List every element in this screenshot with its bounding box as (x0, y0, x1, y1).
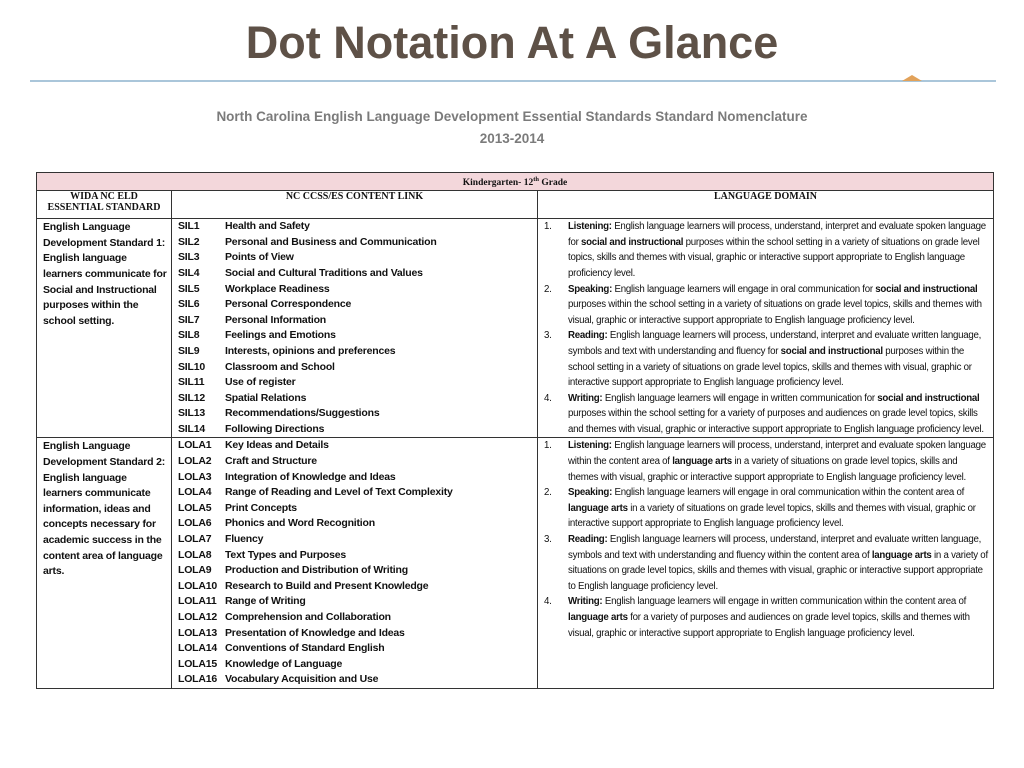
content-link-topic: Personal and Business and Communication (225, 235, 437, 248)
content-link-item (178, 516, 535, 532)
language-domain-item (544, 532, 989, 594)
domain-text: English language learners will engage in written communication within the content area of (602, 596, 967, 608)
content-link-item (178, 548, 535, 564)
domain-number: 2. (544, 487, 552, 499)
content-link-topic: Range of Writing (225, 595, 306, 608)
content-link-topic: Workplace Readiness (225, 282, 330, 295)
content-link-topic: Craft and Structure (225, 455, 317, 468)
content-link-topic: Personal Correspondence (225, 298, 352, 311)
content-link-code: LOLA15 (178, 657, 218, 670)
language-domain-item (544, 594, 989, 641)
content-link-topic: Personal Information (225, 313, 327, 326)
language-domain-item (544, 282, 989, 329)
standard-row (37, 438, 994, 689)
content-link-item (178, 657, 535, 673)
domain-text-continued: for a variety of purposes and audiences on grade level topics, skills and themes with visual, graphic or interactive support appropriate to English language proficiency level. (568, 612, 970, 639)
content-link-item (178, 344, 535, 360)
content-link-code: SIL6 (178, 298, 200, 311)
content-link-code: SIL14 (178, 422, 206, 435)
content-link-code: LOLA5 (178, 501, 212, 514)
domain-emphasis: language arts (871, 549, 932, 561)
language-domain-list (538, 438, 994, 689)
content-link-code: LOLA14 (178, 642, 218, 655)
content-link-code: SIL5 (178, 282, 200, 295)
domain-text-continued: in a variety of situations on grade level topics, skills and themes with visual, graphic or interactive support appropriate to English language proficiency level. (568, 549, 988, 592)
content-link-item (178, 266, 535, 282)
domain-number: 4. (544, 392, 552, 404)
content-link-code: SIL1 (178, 220, 200, 233)
content-link-code: LOLA1 (178, 439, 212, 452)
content-link-topic: Use of register (225, 376, 296, 389)
content-link-item (178, 438, 535, 454)
domain-emphasis: social and instructional (581, 236, 684, 248)
content-link-topic: Phonics and Word Recognition (225, 517, 375, 530)
content-link-code: LOLA2 (178, 455, 212, 468)
content-link-code: SIL13 (178, 407, 206, 420)
content-link-item (178, 360, 535, 376)
domain-description (568, 532, 989, 594)
content-link-topic: Text Types and Purposes (225, 548, 347, 561)
language-domain-item (544, 391, 989, 438)
domain-number: 1. (544, 221, 552, 233)
language-domain-item (544, 485, 989, 532)
language-domain-item (544, 438, 989, 485)
content-link-code: SIL4 (178, 266, 200, 279)
header-essential-standard-line1: WIDA NC ELD (70, 191, 138, 203)
domain-text-continued: purposes within the school setting in a variety of situations on grade level topics, skills and themes with visual, graphic or interactive support appropriate to English language proficiency level. (568, 299, 982, 326)
domain-description (568, 594, 989, 641)
domain-text: English language learners will engage in written communication for (602, 392, 878, 404)
domain-label: Listening: (568, 440, 612, 452)
content-link-topic: Print Concepts (225, 501, 297, 514)
content-link-item (178, 235, 535, 251)
content-link-item (178, 594, 535, 610)
content-link-topic: Production and Distribution of Writing (225, 564, 408, 577)
title-divider (30, 80, 996, 82)
domain-number: 3. (544, 330, 552, 342)
content-link-topic: Following Directions (225, 422, 325, 435)
header-content-link: NC CCSS/ES CONTENT LINK (172, 191, 538, 219)
content-link-code: SIL10 (178, 360, 206, 373)
content-link-list (172, 438, 538, 689)
domain-emphasis: social and instructional (780, 345, 883, 357)
content-link-item (178, 328, 535, 344)
content-link-topic: Comprehension and Collaboration (225, 611, 391, 623)
content-link-code: SIL2 (178, 235, 200, 248)
content-link-topic: Integration of Knowledge and Ideas (225, 470, 396, 483)
content-link-topic: Interests, opinions and preferences (225, 344, 396, 357)
domain-emphasis: language arts (672, 456, 732, 468)
content-link-code: LOLA6 (178, 517, 212, 530)
content-link-item (178, 532, 535, 548)
domain-text: English language learners will process, understand, interpret and evaluate spoken language within the content area of (568, 440, 986, 468)
domain-text: English language learners will process, understand, interpret and evaluate written language, symbols and text with understanding and fluency within the content area of (568, 534, 982, 561)
content-link-topic: Recommendations/Suggestions (225, 407, 380, 420)
domain-text-continued: in a variety of situations on grade level topics, skills and themes with visual, graphic or interactive support appropriate to English language proficiency level. (568, 502, 976, 530)
content-link-topic: Points of View (225, 251, 294, 264)
header-row (37, 191, 994, 219)
content-link-topic: Classroom and School (225, 360, 335, 373)
grade-range-text: Kindergarten- 12 (462, 178, 534, 189)
domain-emphasis: social and instructional (875, 283, 978, 295)
content-link-code: LOLA12 (178, 611, 218, 623)
domain-text-continued: in a variety of situations on grade level topics, skills and themes with visual, graphic or interactive support appropriate to English language proficiency level. (568, 456, 967, 483)
content-link-code: LOLA4 (178, 486, 212, 499)
content-link-topic: Conventions of Standard English (225, 642, 385, 655)
content-link-item (178, 391, 535, 407)
content-link-item (178, 470, 535, 486)
content-link-code: SIL3 (178, 251, 200, 264)
domain-text-continued: purposes within the school setting in a variety of situations on grade level topics, skills and themes with visual, graphic or interactive support appropriate to English language proficiency level. (568, 236, 980, 279)
content-link-code: LOLA16 (178, 673, 218, 686)
document-heading-title: North Carolina English Language Development Essential Standards Standard Nomenclature (216, 109, 808, 124)
content-link-topic: Research to Build and Present Knowledge (225, 579, 429, 592)
domain-label: Reading: (568, 534, 608, 546)
domain-description (568, 438, 989, 485)
content-link-item (178, 297, 535, 313)
content-link-topic: Presentation of Knowledge and Ideas (225, 626, 405, 639)
domain-label: Writing: (568, 596, 603, 608)
domain-text: English language learners will engage in oral communication for (612, 283, 876, 295)
domain-text: English language learners will engage in oral communication within the content area of (612, 487, 965, 499)
content-link-topic: Vocabulary Acquisition and Use (225, 673, 379, 686)
header-essential-standard (37, 191, 172, 219)
domain-label: Reading: (568, 330, 608, 342)
content-link-code: LOLA13 (178, 626, 218, 639)
content-link-code: LOLA9 (178, 564, 212, 577)
content-link-topic: Social and Cultural Traditions and Values (225, 266, 423, 279)
domain-text-continued: purposes within the school setting for a variety of purposes and audiences on grade level topics, skills and themes with visual, graphic or interactive support appropriate to English language proficiency level. (568, 408, 984, 435)
content-link-code: SIL8 (178, 329, 200, 342)
language-domain-item (544, 328, 989, 390)
document-heading (0, 106, 1024, 150)
content-link-item (178, 501, 535, 517)
grade-range-cell (37, 173, 994, 191)
domain-label: Speaking: (568, 487, 613, 499)
title-accent-triangle (902, 75, 922, 81)
content-link-item (178, 626, 535, 642)
content-link-item (178, 219, 535, 235)
header-language-domain: LANGUAGE DOMAIN (538, 191, 994, 219)
content-link-topic: Fluency (225, 533, 264, 546)
content-link-topic: Key Ideas and Details (225, 439, 329, 452)
domain-description (568, 485, 989, 532)
content-link-item (178, 313, 535, 329)
content-link-topic: Feelings and Emotions (225, 329, 336, 342)
domain-emphasis: language arts (568, 612, 628, 623)
domain-number: 3. (544, 534, 552, 546)
domain-label: Writing: (568, 392, 603, 404)
domain-text: English language learners will process, understand, interpret and evaluate spoken language for (568, 221, 986, 248)
content-link-code: SIL9 (178, 344, 200, 357)
content-link-item (178, 454, 535, 470)
domain-text: English language learners will process, understand, interpret and evaluate written language, symbols and text with understanding and fluency for (568, 330, 982, 357)
content-link-item (178, 422, 535, 438)
header-essential-standard-line2: ESSENTIAL STANDARD (47, 202, 161, 214)
domain-number: 1. (544, 440, 552, 452)
document-heading-years: 2013-2014 (479, 131, 545, 146)
content-link-list (172, 219, 538, 438)
content-link-topic: Range of Reading and Level of Text Complexity (225, 486, 453, 499)
content-link-code: SIL12 (178, 391, 206, 404)
grade-range-row (37, 173, 994, 191)
content-link-code: SIL7 (178, 313, 200, 326)
domain-emphasis: language arts (568, 502, 628, 514)
grade-range-superscript: th (533, 176, 539, 183)
content-link-code: LOLA8 (178, 548, 212, 561)
standard-row (37, 219, 994, 438)
slide-title: Dot Notation At A Glance (245, 17, 779, 68)
content-link-item (178, 282, 535, 298)
content-link-item (178, 485, 535, 501)
domain-description (568, 282, 989, 329)
content-link-code: LOLA10 (178, 579, 218, 592)
domain-number: 2. (544, 283, 552, 295)
content-link-topic: Knowledge of Language (225, 657, 343, 670)
content-link-item (178, 375, 535, 391)
domain-description (568, 219, 989, 281)
content-link-code: LOLA7 (178, 533, 212, 546)
content-link-item (178, 563, 535, 579)
content-link-code: LOLA11 (178, 595, 217, 608)
standard-description: English Language Development Standard 1: English language learners communicate for Social and Instructional purposes within the school setting. (37, 219, 172, 438)
domain-label: Listening: (568, 221, 612, 233)
domain-description (568, 328, 989, 390)
nomenclature-table (36, 172, 994, 689)
domain-text-continued: purposes within the school setting in a variety of situations on grade level topics, skills and themes with visual, graphic or interactive support appropriate to English language proficiency level. (568, 345, 972, 389)
content-link-item (178, 579, 535, 595)
domain-description (568, 391, 989, 438)
language-domain-list (538, 219, 994, 438)
grade-range-suffix: Grade (539, 178, 568, 189)
language-domain-item (544, 219, 989, 281)
content-link-code: LOLA3 (178, 470, 212, 483)
content-link-item (178, 610, 535, 626)
content-link-topic: Spatial Relations (225, 391, 307, 404)
content-link-item (178, 406, 535, 422)
content-link-item (178, 641, 535, 657)
standard-description: English Language Development Standard 2: English language learners communicate information, ideas and concepts necessary for academic success in the content area of language arts. (37, 438, 172, 689)
domain-label: Speaking: (568, 283, 613, 295)
domain-number: 4. (544, 596, 552, 608)
domain-emphasis: social and instructional (877, 392, 980, 404)
content-link-item (178, 672, 535, 688)
content-link-topic: Health and Safety (225, 220, 310, 233)
content-link-code: SIL11 (178, 376, 205, 389)
content-link-item (178, 250, 535, 266)
